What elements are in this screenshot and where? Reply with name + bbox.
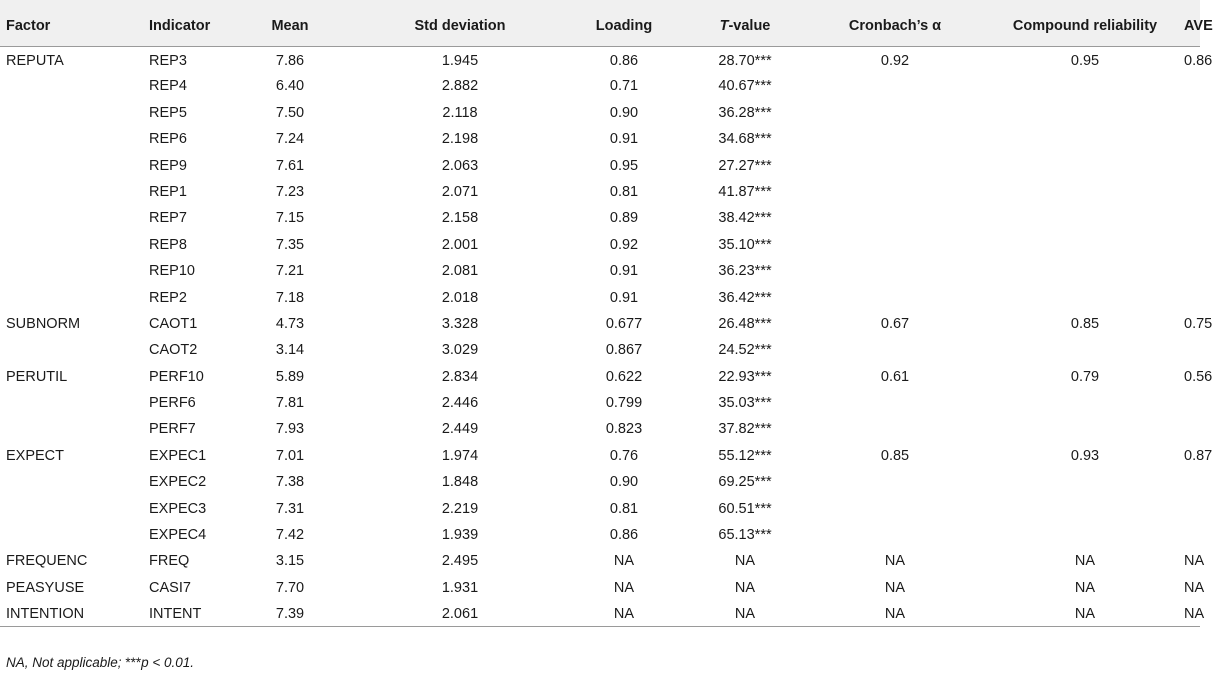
cell-tvalue: 26.48*** bbox=[718, 315, 772, 332]
cell-std: 3.328 bbox=[441, 315, 479, 332]
table-row bbox=[0, 152, 1200, 178]
cell-indicator: REP6 bbox=[149, 131, 187, 148]
table-row bbox=[0, 495, 1200, 521]
cell-tvalue: 69.25*** bbox=[718, 474, 772, 491]
cell-loading: 0.90 bbox=[609, 474, 639, 491]
cell-indicator: EXPEC3 bbox=[149, 500, 207, 517]
cell-loading: 0.90 bbox=[609, 104, 639, 121]
cell-std: 2.495 bbox=[441, 553, 479, 570]
cell-cronbach bbox=[804, 125, 986, 151]
cell-cronbach bbox=[804, 521, 986, 547]
cell-std: 2.018 bbox=[441, 289, 479, 306]
footnote-stars: *** bbox=[125, 655, 142, 670]
cell-ave: 0.56 bbox=[1184, 368, 1213, 385]
cell-ave bbox=[1184, 521, 1200, 547]
cell-loading: 0.91 bbox=[609, 289, 639, 306]
header-loading bbox=[562, 0, 686, 46]
cell-std: 3.029 bbox=[441, 342, 479, 359]
table-row bbox=[0, 125, 1200, 151]
table-row bbox=[0, 99, 1200, 125]
cell-tvalue: NA bbox=[686, 600, 804, 626]
cell-indicator: INTENT bbox=[0, 600, 222, 626]
table-row: INTENTION INTENT 7.39 2.061 NA NA NA NA NA bbox=[0, 600, 1200, 626]
header-indicator-label: Indicator bbox=[149, 18, 211, 34]
cell-compound bbox=[986, 99, 1184, 125]
cell-tvalue: 38.42*** bbox=[718, 210, 772, 227]
cell-std: 2.071 bbox=[441, 183, 479, 200]
cell-loading: 0.89 bbox=[609, 210, 639, 227]
cell-mean: 6.40 bbox=[275, 78, 305, 95]
table-row bbox=[0, 336, 1200, 362]
cell-std: 2.001 bbox=[441, 236, 479, 253]
cell-loading: 0.86 bbox=[609, 527, 639, 544]
cell-ave bbox=[1184, 336, 1200, 362]
cell-indicator: PERF6 bbox=[149, 395, 196, 412]
cell-ave bbox=[1184, 389, 1200, 415]
header-cronbach bbox=[804, 0, 986, 46]
cell-indicator: REP9 bbox=[149, 157, 187, 174]
cell-loading: 0.91 bbox=[609, 131, 639, 148]
cell-std: 1.945 bbox=[441, 52, 479, 69]
header-compound-label: Compound reliability bbox=[1012, 18, 1158, 34]
table-row: PERUTIL PERF10 5.89 2.834 0.622 22.93*** 0.61 0.79 0.56 bbox=[0, 363, 1200, 389]
cell-indicator: CAOT1 bbox=[149, 315, 198, 332]
cell-compound bbox=[986, 389, 1184, 415]
cell-cronbach bbox=[804, 99, 986, 125]
cell-mean: 7.61 bbox=[275, 157, 305, 174]
cell-std: 2.449 bbox=[441, 421, 479, 438]
cell-loading: 0.92 bbox=[609, 236, 639, 253]
cell-cronbach bbox=[804, 178, 986, 204]
cell-loading: 0.622 bbox=[605, 368, 643, 385]
table-row bbox=[0, 468, 1200, 494]
cell-compound: NA bbox=[986, 600, 1184, 626]
cell-loading: NA bbox=[613, 553, 635, 570]
cell-tvalue: NA bbox=[734, 579, 756, 596]
table-row bbox=[0, 178, 1200, 204]
cell-ave: NA bbox=[1184, 600, 1200, 626]
cell-indicator: REP1 bbox=[149, 183, 187, 200]
cell-ave bbox=[1184, 415, 1200, 441]
cell-std: 1.974 bbox=[441, 447, 479, 464]
cell-cronbach: NA bbox=[884, 553, 906, 570]
cell-ave bbox=[1184, 495, 1200, 521]
cell-cronbach: 0.92 bbox=[880, 52, 910, 69]
cell-indicator: FREQ bbox=[149, 553, 190, 570]
cell-tvalue: NA bbox=[734, 553, 756, 570]
cell-loading: 0.81 bbox=[609, 500, 639, 517]
cell-indicator: EXPEC4 bbox=[149, 527, 207, 544]
cell-compound: 0.93 bbox=[1070, 447, 1100, 464]
cell-std: 2.882 bbox=[441, 78, 479, 95]
cell-cronbach bbox=[804, 152, 986, 178]
cell-tvalue: 37.82*** bbox=[718, 421, 772, 438]
cell-std: 2.198 bbox=[441, 131, 479, 148]
cell-cronbach bbox=[804, 72, 986, 98]
cell-mean: 7.86 bbox=[275, 52, 305, 69]
cell-compound bbox=[986, 284, 1184, 310]
cell-cronbach bbox=[804, 468, 986, 494]
cell-mean: 7.38 bbox=[275, 474, 305, 491]
table-row bbox=[0, 257, 1200, 283]
cell-compound bbox=[986, 521, 1184, 547]
cell-ave bbox=[1184, 257, 1200, 283]
table-row bbox=[0, 389, 1200, 415]
cell-loading: 0.867 bbox=[605, 342, 643, 359]
cell-tvalue: 27.27*** bbox=[718, 157, 772, 174]
header-tvalue-rest: -value bbox=[728, 18, 771, 34]
header-tvalue bbox=[686, 0, 804, 46]
cell-tvalue: 24.52*** bbox=[718, 342, 772, 359]
table-body bbox=[0, 46, 1213, 627]
cell-mean: 7.70 bbox=[275, 579, 305, 596]
table-row: REPUTA REP3 7.86 1.945 0.86 28.70*** 0.92 0.95 0.86 bbox=[0, 46, 1200, 72]
cell-compound: NA bbox=[1074, 553, 1096, 570]
cell-ave bbox=[1184, 152, 1200, 178]
cell-cronbach: 0.85 bbox=[880, 447, 910, 464]
cell-mean: 7.18 bbox=[275, 289, 305, 306]
table-row: EXPECT EXPEC1 7.01 1.974 0.76 55.12*** 0.85 0.93 0.87 bbox=[0, 442, 1200, 468]
cell-compound bbox=[986, 204, 1184, 230]
header-mean bbox=[222, 0, 358, 46]
cell-indicator: EXPEC2 bbox=[149, 474, 207, 491]
cell-loading: 0.823 bbox=[605, 421, 643, 438]
header-std-label: Std deviation bbox=[414, 18, 506, 34]
cell-ave bbox=[1184, 178, 1200, 204]
header-mean-label: Mean bbox=[271, 18, 309, 34]
cell-cronbach bbox=[804, 415, 986, 441]
cell-compound bbox=[986, 72, 1184, 98]
cell-compound bbox=[986, 152, 1184, 178]
cell-tvalue: 35.03*** bbox=[718, 395, 772, 412]
cell-indicator: REP10 bbox=[149, 263, 195, 280]
cell-std: 1.848 bbox=[441, 474, 479, 491]
cell-std: 2.081 bbox=[441, 263, 479, 280]
table-footnote bbox=[6, 655, 194, 670]
cell-indicator: EXPEC1 bbox=[149, 447, 207, 464]
cell-ave: 0.75 bbox=[1184, 315, 1213, 332]
table-row: FREQUENC FREQ 3.15 2.495 NA NA NA NA NA bbox=[0, 547, 1200, 573]
cell-cronbach: NA bbox=[804, 600, 986, 626]
cell-mean: 7.23 bbox=[275, 183, 305, 200]
cell-compound bbox=[986, 231, 1184, 257]
table-row bbox=[0, 204, 1200, 230]
cell-cronbach bbox=[804, 336, 986, 362]
cell-mean: 7.39 bbox=[222, 600, 358, 626]
cell-loading: 0.76 bbox=[609, 447, 639, 464]
table-row bbox=[0, 415, 1200, 441]
cell-loading: 0.71 bbox=[609, 78, 639, 95]
header-tvalue-italic: T bbox=[719, 18, 729, 34]
cell-mean: 7.81 bbox=[275, 395, 305, 412]
cell-std: 2.219 bbox=[441, 500, 479, 517]
cell-mean: 7.42 bbox=[275, 527, 305, 544]
cell-loading: NA bbox=[613, 579, 635, 596]
cell-ave bbox=[1184, 99, 1200, 125]
cell-compound: NA bbox=[1074, 579, 1096, 596]
cell-indicator: REP4 bbox=[149, 78, 187, 95]
cell-cronbach bbox=[804, 389, 986, 415]
header-ave bbox=[1184, 0, 1213, 46]
cell-ave bbox=[1184, 284, 1200, 310]
header-std bbox=[358, 0, 562, 46]
cell-ave bbox=[1184, 72, 1200, 98]
table-row bbox=[0, 231, 1200, 257]
table-row: SUBNORM CAOT1 4.73 3.328 0.677 26.48*** 0.67 0.85 0.75 bbox=[0, 310, 1200, 336]
cell-compound bbox=[986, 125, 1184, 151]
cell-std: 2.158 bbox=[441, 210, 479, 227]
table-row bbox=[0, 521, 1200, 547]
cell-compound: 0.95 bbox=[1070, 52, 1100, 69]
cell-tvalue: 36.28*** bbox=[718, 104, 772, 121]
cell-mean: 3.15 bbox=[275, 553, 305, 570]
cell-cronbach bbox=[804, 204, 986, 230]
cell-mean: 3.14 bbox=[275, 342, 305, 359]
cell-indicator: CASI7 bbox=[149, 579, 191, 596]
cell-std: 1.931 bbox=[441, 579, 479, 596]
cell-indicator: CAOT2 bbox=[149, 342, 198, 359]
cell-mean: 7.93 bbox=[275, 421, 305, 438]
cell-mean: 7.01 bbox=[275, 447, 305, 464]
cell-compound: 0.79 bbox=[1070, 368, 1100, 385]
cell-tvalue: 34.68*** bbox=[718, 131, 772, 148]
cell-indicator: REP8 bbox=[149, 236, 187, 253]
cell-indicator: REP3 bbox=[149, 52, 187, 69]
cell-mean: 5.89 bbox=[275, 368, 305, 385]
cell-ave: 0.86 bbox=[1184, 52, 1213, 69]
cell-mean: 7.50 bbox=[275, 104, 305, 121]
cell-tvalue: 36.42*** bbox=[718, 289, 772, 306]
cell-ave bbox=[1184, 125, 1200, 151]
cell-compound bbox=[986, 495, 1184, 521]
cell-loading: 0.95 bbox=[609, 157, 639, 174]
cell-indicator: REP5 bbox=[149, 104, 187, 121]
footnote-p: p < 0.01. bbox=[141, 655, 194, 670]
header-ave-label: AVE bbox=[1184, 18, 1213, 34]
cell-cronbach bbox=[804, 231, 986, 257]
cell-std: 2.834 bbox=[441, 368, 479, 385]
cell-cronbach bbox=[804, 284, 986, 310]
table-row: PEASYUSE CASI7 7.70 1.931 NA NA NA NA NA bbox=[0, 574, 1200, 600]
cell-std: 2.118 bbox=[442, 104, 478, 121]
header-row bbox=[0, 0, 1200, 46]
cell-compound bbox=[986, 257, 1184, 283]
table-row bbox=[0, 72, 1200, 98]
cell-tvalue: 55.12*** bbox=[718, 447, 772, 464]
header-cronbach-label: Cronbach’s α bbox=[848, 18, 942, 34]
cell-mean: 7.21 bbox=[275, 263, 305, 280]
cell-ave bbox=[1184, 204, 1200, 230]
cell-std: 2.063 bbox=[441, 157, 479, 174]
cell-tvalue: 36.23*** bbox=[718, 263, 772, 280]
cell-ave: NA bbox=[1184, 579, 1205, 596]
cell-tvalue: 65.13*** bbox=[718, 527, 772, 544]
cell-indicator: PERF7 bbox=[149, 421, 196, 438]
cell-cronbach: 0.67 bbox=[880, 315, 910, 332]
cell-cronbach: 0.61 bbox=[880, 368, 910, 385]
cell-mean: 7.31 bbox=[275, 500, 305, 517]
cell-tvalue: 41.87*** bbox=[718, 183, 772, 200]
cell-ave: 0.87 bbox=[1184, 447, 1213, 464]
cell-compound bbox=[986, 415, 1184, 441]
cell-std: 2.061 bbox=[358, 600, 562, 626]
cell-compound bbox=[986, 468, 1184, 494]
cell-mean: 4.73 bbox=[275, 315, 305, 332]
cell-std: 2.446 bbox=[441, 395, 479, 412]
table-row bbox=[0, 284, 1200, 310]
cell-ave: NA bbox=[1184, 553, 1205, 570]
cell-loading: 0.86 bbox=[609, 52, 639, 69]
cell-mean: 7.15 bbox=[275, 210, 305, 227]
cell-loading: 0.677 bbox=[605, 315, 643, 332]
cell-tvalue: 40.67*** bbox=[718, 78, 772, 95]
cell-indicator: REP7 bbox=[149, 210, 187, 227]
cell-compound: 0.85 bbox=[1070, 315, 1100, 332]
cell-loading: 0.799 bbox=[605, 395, 643, 412]
cell-indicator: REP2 bbox=[149, 289, 187, 306]
cell-tvalue: 22.93*** bbox=[718, 368, 772, 385]
footnote-na: NA, Not applicable; bbox=[6, 655, 126, 670]
cell-mean: 7.24 bbox=[275, 131, 305, 148]
cell-cronbach bbox=[804, 257, 986, 283]
cell-loading: NA bbox=[562, 600, 686, 626]
cell-mean: 7.35 bbox=[275, 236, 305, 253]
cell-cronbach: NA bbox=[884, 579, 906, 596]
cell-compound bbox=[986, 336, 1184, 362]
cell-tvalue: 60.51*** bbox=[718, 500, 772, 517]
cell-tvalue: 35.10*** bbox=[718, 236, 772, 253]
cell-tvalue: 28.70*** bbox=[718, 52, 772, 69]
cell-compound bbox=[986, 178, 1184, 204]
cell-cronbach bbox=[804, 495, 986, 521]
cell-loading: 0.81 bbox=[609, 183, 639, 200]
header-compound bbox=[986, 0, 1184, 46]
cell-ave bbox=[1184, 231, 1200, 257]
header-loading-label: Loading bbox=[595, 18, 653, 34]
cell-ave bbox=[1184, 468, 1200, 494]
cell-loading: 0.91 bbox=[609, 263, 639, 280]
cell-indicator: PERF10 bbox=[149, 368, 204, 385]
header-factor-label: Factor bbox=[6, 18, 51, 34]
cell-std: 1.939 bbox=[441, 527, 479, 544]
